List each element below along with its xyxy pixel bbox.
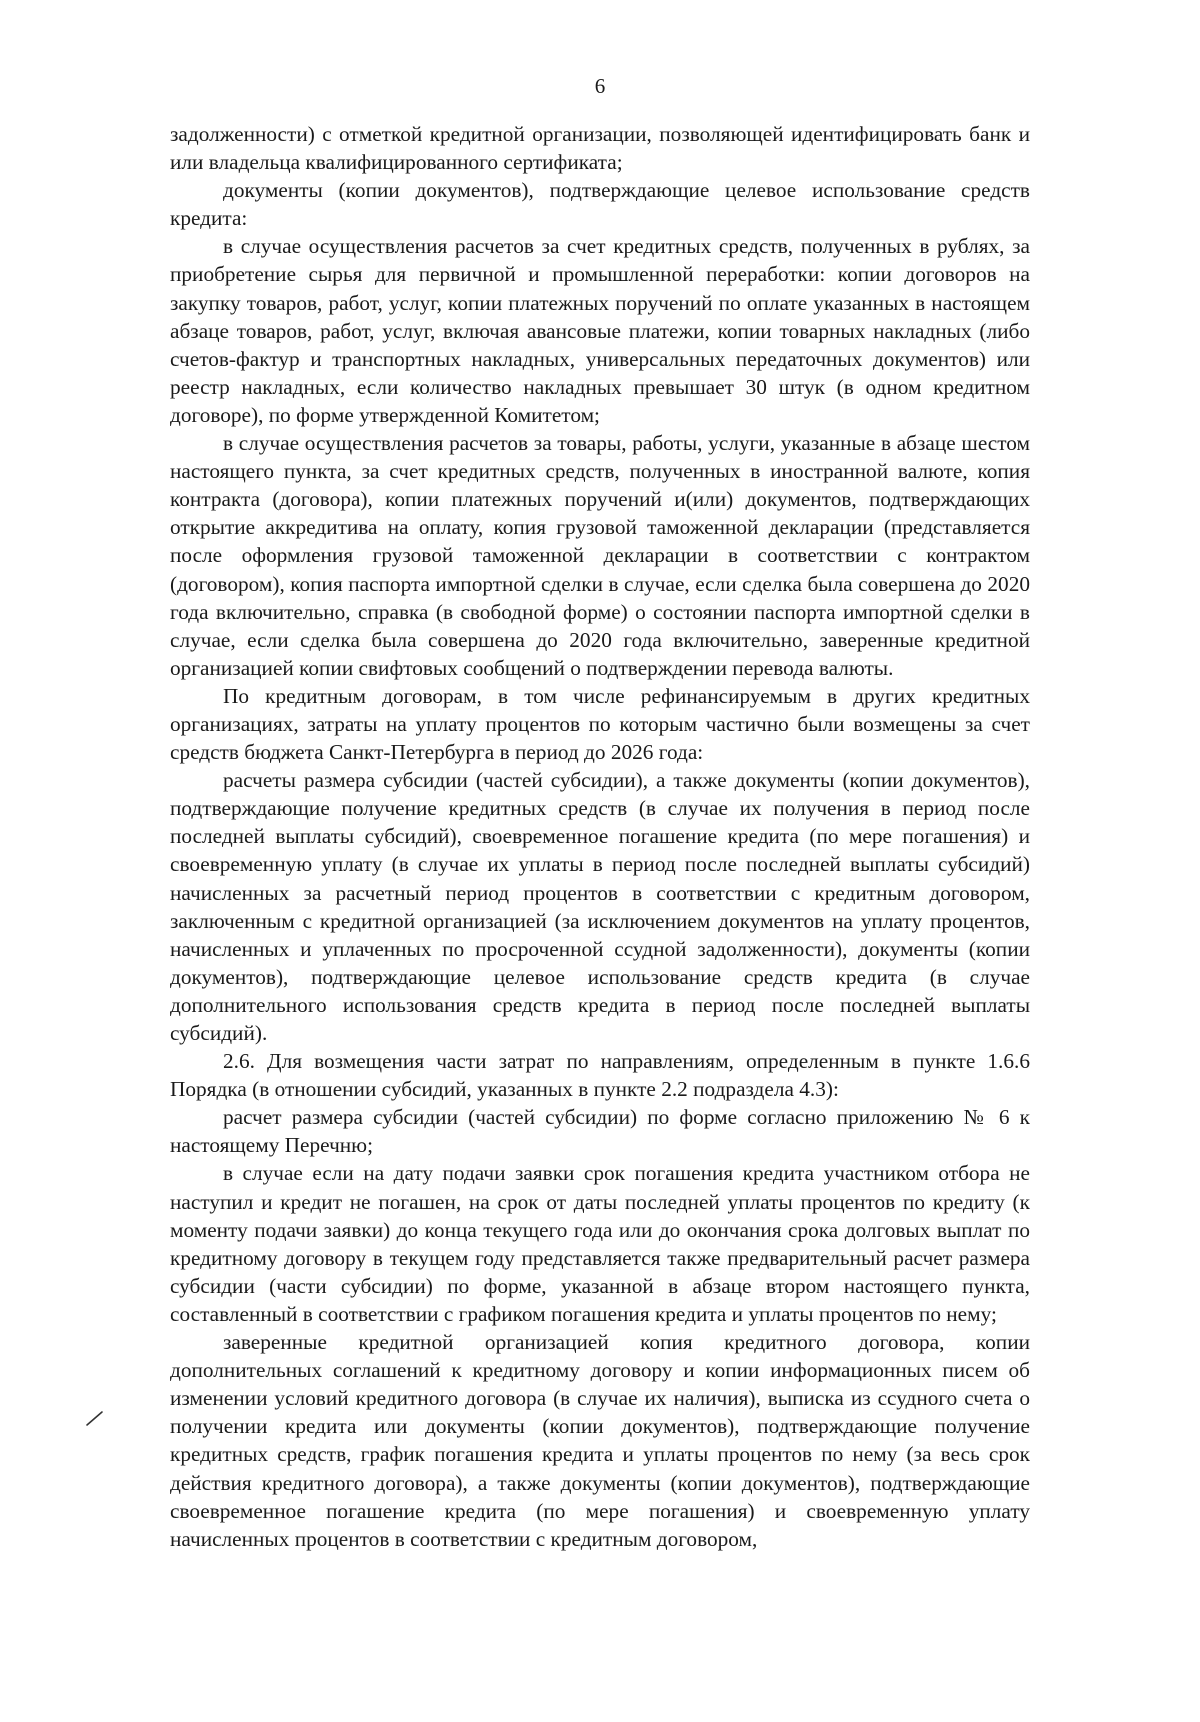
paragraph: расчеты размера субсидии (частей субсидии), а также документы (копии документов), подтверждающие получение кредитных средств (в случае их получения в период после последней выплаты субсидий), своевременное погашение кредита (по мере погашения) и своевременную уплату (в случае их уплаты в период после последней выплаты субсидий) начисленных за расчетный период процентов в соответствии с кредитным договором, заключенным с кредитной организацией (за исключением документов на уплату процентов, начисленных и уплаченных по просроченной ссудной задолженности), документы (копии документов), подтверждающие целевое использование средств кредита (в случае дополнительного использования средств кредита в период после последней выплаты субсидий).: [170, 768, 1030, 1045]
paragraph: в случае если на дату подачи заявки срок погашения кредита участником отбора не наступил и кредит не погашен, на срок от даты последней уплаты процентов по кредиту (к моменту подачи заявки) до конца текущего года или до окончания срока долговых выплат по кредитному договору в текущем году представляется также предварительный расчет размера субсидии (части субсидии) по форме, указанной в абзаце втором настоящего пункта, составленный в соответствии с графиком погашения кредита и уплаты процентов по нему;: [170, 1161, 1030, 1326]
paragraph: задолженности) с отметкой кредитной организации, позволяющей идентифицировать банк и или владельца квалифицированного сертификата;: [170, 122, 1030, 175]
document-body: [170, 120, 1030, 1553]
page-number: 6: [594, 74, 606, 98]
paragraph: расчет размера субсидии (частей субсидии) по форме согласно приложению № 6 к настоящему Перечню;: [170, 1105, 1030, 1158]
paragraph: 2.6. Для возмещения части затрат по направлениям, определенным в пункте 1.6.6 Порядка (в отношении субсидий, указанных в пункте 2.2 подраздела 4.3):: [170, 1049, 1030, 1102]
paragraph: документы (копии документов), подтверждающие целевое использование средств кредита:: [170, 178, 1030, 231]
paragraph: По кредитным договорам, в том числе рефинансируемым в других кредитных организациях, затраты на уплату процентов по которым частично были возмещены за счет средств бюджета Санкт-Петербурга в период до 2026 года:: [170, 683, 1030, 765]
paragraph: в случае осуществления расчетов за товары, работы, услуги, указанные в абзаце шестом настоящего пункта, за счет кредитных средств, полученных в иностранной валюте, копия контракта (договора), копии платежных поручений и(или) документов, подтверждающих открытие аккредитива на оплату, копия грузовой таможенной декларации (представляется после оформления грузовой таможенной декларации в соответствии с контрактом (договором), копия паспорта импортной сделки в случае, если сделка была совершена до 2020 года включительно, справка (в свободной форме) о состоянии паспорта импортной сделки в случае, если сделка была совершена до 2020 года включительно, заверенные кредитной организацией копии свифтовых сообщений о подтверждении перевода валюты.: [170, 431, 1030, 680]
paragraph: заверенные кредитной организацией копия кредитного договора, копии дополнительных соглашений к кредитному договору и копии информационных писем об изменении условий кредитного договора (в случае их наличия), выписка из ссудного счета о получении кредита или документы (копии документов), подтверждающие получение кредитных средств, график погашения кредита и уплаты процентов по нему (за весь срок действия кредитного договора), а также документы (копии документов), подтверждающие своевременное погашение кредита (по мере погашения) и своевременную уплату начисленных процентов в соответствии с кредитным договором,: [170, 1330, 1030, 1551]
margin-pen-mark: [84, 1407, 106, 1429]
paragraph: в случае осуществления расчетов за счет кредитных средств, полученных в рублях, за приобретение сырья для первичной и промышленной переработки: копии договоров на закупку товаров, работ, услуг, копии платежных поручений по оплате указанных в настоящем абзаце товаров, работ, услуг, включая авансовые платежи, копии товарных накладных (либо счетов-фактур и транспортных накладных, универсальных передаточных документов) или реестр накладных, если количество накладных превышает 30 штук (в одном кредитном договоре), по форме утвержденной Комитетом;: [170, 234, 1030, 427]
